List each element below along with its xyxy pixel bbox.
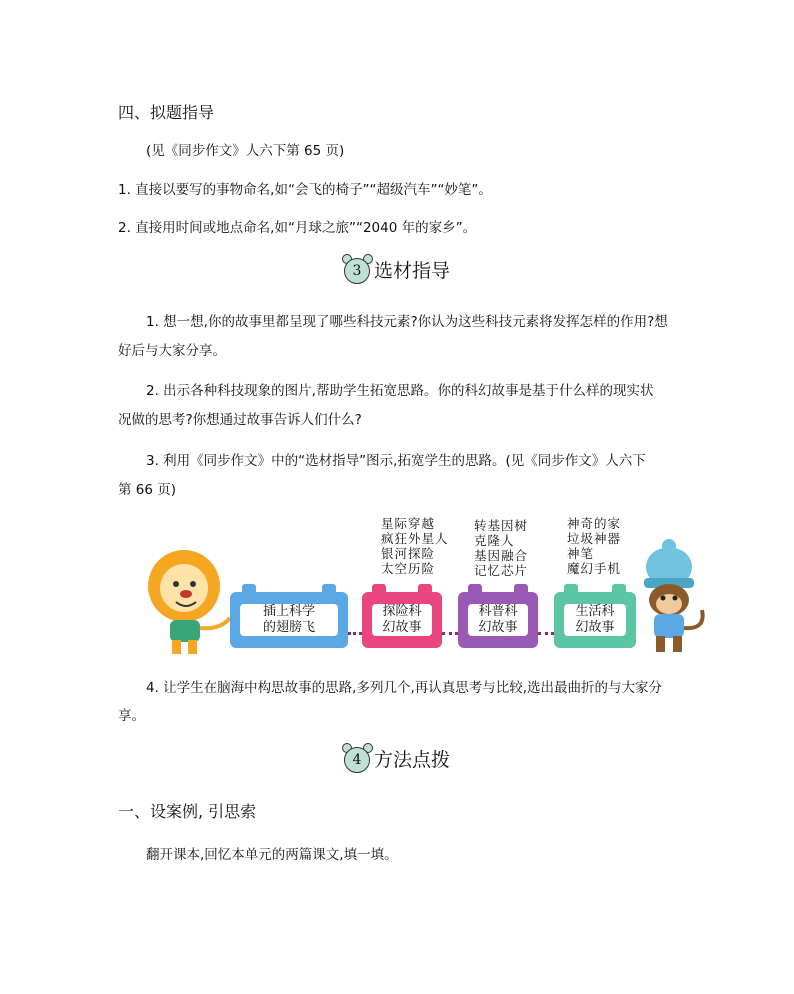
section-number-badge: 3 <box>344 258 370 284</box>
paragraph-2-line-2: 况做的思考?你想通过故事告诉人们什么? <box>118 412 362 428</box>
instruction-text: 翻开课本,回忆本单元的两篇课文,填一填。 <box>146 847 398 863</box>
paragraph-1-line-2: 好后与大家分享。 <box>118 343 226 359</box>
section-number-badge: 4 <box>344 747 370 773</box>
theme-box-science <box>458 592 538 648</box>
paragraph-3-line-2: 第 66 页) <box>118 482 177 498</box>
item-2: 2. 直接用时间或地点命名,如“月球之旅”“2040 年的家乡”。 <box>118 220 477 236</box>
box-tab <box>564 584 578 594</box>
note-text: (见《同步作文》人六下第 65 页) <box>146 143 345 159</box>
box-label: 科普科 幻故事 <box>468 604 528 636</box>
box-tab <box>514 584 528 594</box>
connector-dots <box>538 632 554 635</box>
theme-box-adventure <box>362 592 442 648</box>
paragraph-3-line-1: 3. 利用《同步作文》中的“选材指导”图示,拓宽学生的思路。(见《同步作文》人六下 <box>146 453 646 469</box>
heading-case-study: 一、设案例, 引思索 <box>118 802 257 821</box>
box-label: 生活科 幻故事 <box>564 604 626 636</box>
box-label: 探险科 幻故事 <box>372 604 432 636</box>
box-tab <box>372 584 386 594</box>
connector-dots <box>348 632 362 635</box>
box-label: 插上科学 的翅膀飞 <box>240 604 338 636</box>
section-title: 方法点拨 <box>374 749 451 771</box>
theme-box-life <box>554 592 636 648</box>
list-life: 神奇的家 垃圾神器 神笔 魔幻手机 <box>567 516 622 576</box>
item-1: 1. 直接以要写的事物命名,如“会飞的椅子”“超级汽车”“妙笔”。 <box>118 182 492 198</box>
lion-illustration <box>140 548 236 656</box>
list-adventure: 星际穿越 疯狂外星人 银河探险 太空历险 <box>381 516 449 576</box>
box-tab <box>468 584 482 594</box>
paragraph-4-line-1: 4. 让学生在脑海中构思故事的思路,多列几个,再认真思考与比较,选出最曲折的与大家分 <box>146 680 663 696</box>
section-title: 选材指导 <box>374 260 451 282</box>
monkey-illustration <box>636 538 712 656</box>
connector-dots <box>442 632 458 635</box>
paragraph-2-line-1: 2. 出示各种科技现象的图片,帮助学生拓宽思路。你的科幻故事是基于什么样的现实状 <box>146 383 654 399</box>
heading-part4: 四、拟题指导 <box>118 103 215 122</box>
box-tab <box>242 584 256 594</box>
theme-box-main <box>230 592 348 648</box>
paragraph-4-line-2: 享。 <box>118 708 145 724</box>
box-tab <box>322 584 336 594</box>
list-science: 转基因树 克隆人 基因融合 记忆芯片 <box>474 518 529 578</box>
paragraph-1-line-1: 1. 想一想,你的故事里都呈现了哪些科技元素?你认为这些科技元素将发挥怎样的作用?想 <box>146 314 668 330</box>
box-tab <box>418 584 432 594</box>
box-tab <box>612 584 626 594</box>
